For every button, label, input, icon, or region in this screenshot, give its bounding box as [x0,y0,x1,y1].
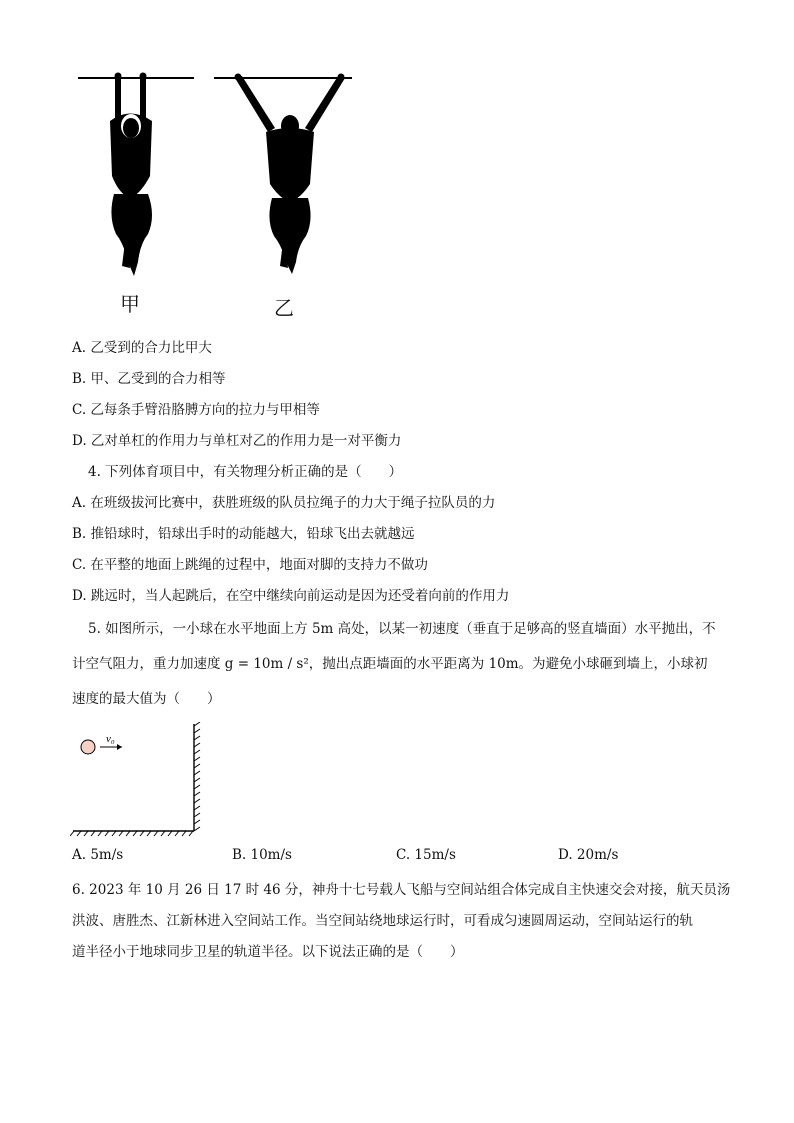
q4-stem: 4. 下列体育项目中，有关物理分析正确的是（ ） [88,464,403,480]
q5-stem-line3: 速度的最大值为（ ） [72,691,221,707]
label-jia: 甲 [120,292,140,316]
q5-option-a: A. 5m/s [72,847,124,863]
q4-option-c: C. 在平整的地面上跳绳的过程中，地面对脚的支持力不做功 [72,557,428,573]
ball-wall-diagram [70,722,205,837]
hanging-figures-illustration [70,66,370,316]
ball [81,740,95,754]
wall-hatching [194,722,200,831]
q4-option-a: A. 在班级拔河比赛中，获胜班级的队员拉绳子的力大于绳子拉队员的力 [72,495,496,511]
q3-option-b: B. 甲、乙受到的合力相等 [72,371,226,387]
ground-hatching [70,831,193,836]
q3-option-c: C. 乙每条手臂沿胳膊方向的拉力与甲相等 [72,402,320,418]
q5-option-c: C. 15m/s [396,847,456,863]
q3-option-d: D. 乙对单杠的作用力与单杠对乙的作用力是一对平衡力 [72,433,402,449]
q4-option-b: B. 推铅球时，铅球出手时的动能越大，铅球飞出去就越远 [72,526,415,542]
q6-stem-line3: 道半径小于地球同步卫星的轨道半径。以下说法正确的是（ ） [72,944,464,960]
person-jia [110,73,152,277]
q5-stem-line2: 计空气阻力，重力加速度 g = 10m / s²，抛出点距墙面的水平距离为 10m。为避免小球砸到墙上，小球初 [72,656,708,672]
q5-option-b: B. 10m/s [232,847,292,863]
q3-option-a: A. 乙受到的合力比甲大 [72,340,212,356]
q4-option-d: D. 跳远时，当人起跳后，在空中继续向前运动是因为还受着向前的作用力 [72,588,510,604]
q6-stem-line2: 洪波、唐胜杰、江新林进入空间站工作。当空间站绕地球运行时，可看成匀速圆周运动，空间站运行的轨 [72,913,693,929]
label-yi: 乙 [274,296,294,320]
v0-label: v₀ [106,733,115,745]
person-yi [235,74,346,275]
q5-option-d: D. 20m/s [558,847,619,863]
q6-stem-line1: 6. 2023 年 10 月 26 日 17 时 46 分，神舟十七号载人飞船与空间站组合体完成自主快速交会对接，航天员汤 [72,882,731,898]
q5-stem-line1: 5. 如图所示，一小球在水平地面上方 5m 高处，以某一初速度（垂直于足够高的竖直墙面）水平抛出，不 [88,621,716,637]
